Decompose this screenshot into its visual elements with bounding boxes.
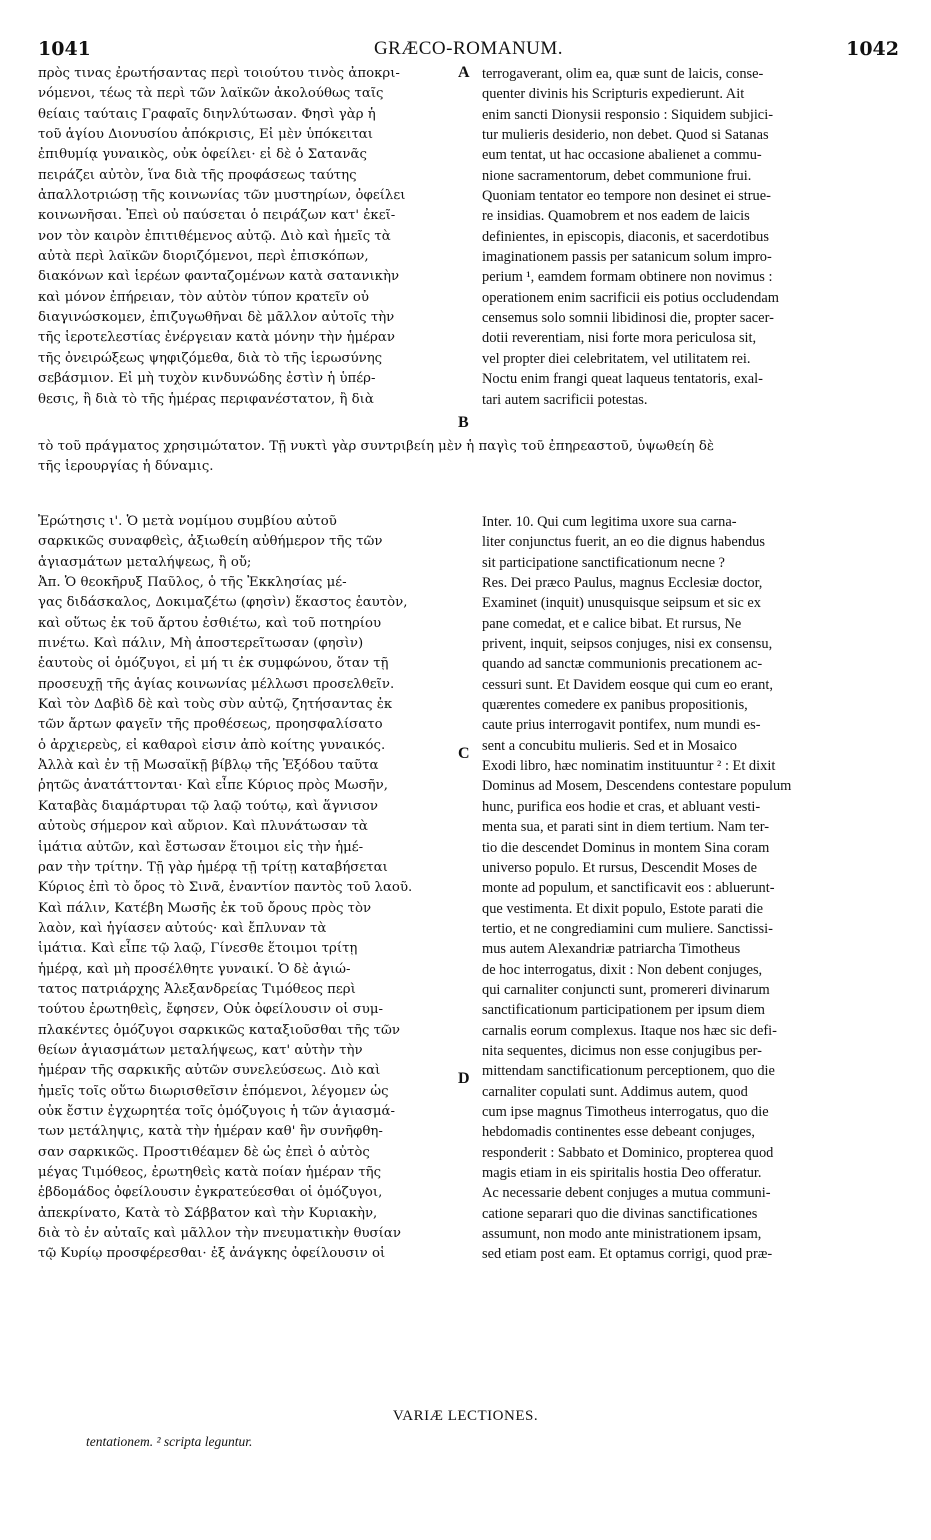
latin-text-line: tio die descendet Dominus in montem Sina coram: [482, 839, 770, 856]
latin-text-line: qui carnaliter conjuncti sunt, promereri divinarum: [482, 981, 770, 998]
latin-text-line: carnalis eorum complexus. Itaque nos hæc sic defi-: [482, 1022, 777, 1039]
latin-text-line: Examinet (inquit) unusquisque seipsum et sic ex: [482, 595, 761, 612]
latin-text-line: mus autem Alexandriæ patriarcha Timotheus: [482, 941, 741, 958]
greek-text-line: θεσις, ἢ διὰ τὸ τῆς ἡμέρας περιφανέστατον, ἢ διὰ: [38, 391, 374, 407]
latin-text-line: perium ¹, eamdem formam obtinere non novimus :: [482, 269, 773, 286]
greek-text-line: καὶ οὕτως ἐκ τοῦ ἄρτου ἐσθιέτω, καὶ τοῦ ποτηρίου: [38, 615, 382, 631]
latin-text-line: censemus solo somnii libidinosi die, propter sacer-: [482, 310, 774, 327]
latin-column-bottom: [482, 512, 902, 1265]
latin-text-line: sent a concubitu mulieris. Sed et in Mosaico: [482, 737, 737, 754]
page-header: [38, 38, 899, 64]
greek-text-line: θείαις ταύταις Γραφαῖς διηνλύτωσαν. Φησὶ γὰρ ἡ: [38, 106, 376, 122]
latin-text-line: Res. Dei præco Paulus, magnus Ecclesiæ doctor,: [482, 575, 763, 592]
greek-text-line: τῆς ἱεροτελεστίας ἐνέργειαν κατὰ μόνην τὴν ἡμέραν: [38, 330, 395, 346]
greek-text-line: διαγινώσκομεν, ἐπιζυγωθῆναι δὲ μᾶλλον αὐτοῖς τὴν: [38, 310, 395, 326]
latin-text-line: privent, inquit, seipsos conjuges, nisi ex consensu,: [482, 636, 773, 653]
greek-text-line: τοῦ ἁγίου Διονυσίου ἀπόκρισις, Εἰ μὲν ὑπόκειται: [38, 127, 373, 143]
greek-text-line: τῶν ἄρτων φαγεῖν τῆς προθέσεως, προησφαλίσατο: [38, 717, 383, 733]
latin-text-line: liter conjunctus fuerit, an eo die dignus habendus: [482, 534, 765, 551]
latin-text-line: Exodi libro, hæc nominatim instituuntur ² : Et dixit: [482, 758, 776, 775]
latin-text-line: enim sancti Dionysii responsio : Siquidem subjici-: [482, 106, 773, 123]
greek-text-line: μέγας Τιμόθεος, ἐρωτηθεὶς κατὰ ποίαν ἡμέραν τῆς: [38, 1165, 382, 1180]
greek-text-line: αὐτοὺς σήμερον καὶ αὔριον. Καὶ πλυνάτωσαν τὰ: [38, 819, 368, 835]
greek-text-line: πειράζει αὐτὸν, ἵνα διὰ τῆς προφάσεως ταύτης: [38, 167, 357, 183]
greek-text-line: κοινωνῆσαι. Ἐπεὶ οὐ παύσεται ὁ πειράζων κατ' ἐκεῖ-: [38, 208, 396, 224]
latin-text-line: caute prius interrogavit pontifex, num mundi es-: [482, 717, 761, 734]
latin-text-line: eum tentat, ut hac occasione abalienet a commu-: [482, 147, 762, 164]
latin-text-line: hebdomadis continentes esse debeant conjuges,: [482, 1124, 755, 1141]
greek-text-line: τῆς ὀνειρώξεως ψηφιζόμεθα, διὰ τὸ τῆς ἱερωσύνης: [38, 350, 383, 366]
latin-text-line: monte ad populum, et sanctificavit eos : abluerunt-: [482, 880, 775, 897]
greek-text-line: ἀπαλλοτριώσῃ τῆς κοινωνίας τῶν μυστηρίων, ὀφείλει: [38, 188, 406, 204]
greek-text-line: Καταβὰς διαμάρτυραι τῷ λαῷ τούτῳ, καὶ ἅγνισον: [38, 798, 379, 814]
greek-text-line: ἑαυτοὺς οἱ ὁμόζυγοι, εἰ μή τι ἐκ συμφώνου, ὅταν τῇ: [38, 656, 389, 672]
greek-text-line: καὶ μόνον ἐπήρειαν, τὸν αὐτὸν τύπον κρατεῖν οὐ: [38, 289, 369, 305]
greek-text-line: Ἀλλὰ καὶ ἐν τῇ Μωσαϊκῇ βίβλῳ τῆς Ἐξόδου ταῦτα: [38, 758, 379, 774]
greek-text-line: Καὶ τὸν Δαβὶδ δὲ καὶ τοὺς σὺν αὐτῷ, ζητήσαντας ἐκ: [38, 697, 393, 713]
footnote-variants: tentationem. ² scripta leguntur.: [86, 1434, 253, 1449]
latin-text-line: universo populo. Et rursus, Descendit Moses de: [482, 859, 757, 876]
greek-text-line: των μετάληψις, κατὰ τὴν ἡμέραν καθ' ἣν συνῆφθη-: [38, 1124, 383, 1140]
latin-text-line: sed etiam post eam. Et optamus corrigi, quod præ-: [482, 1246, 773, 1263]
page-number-left: 1041: [38, 38, 91, 60]
latin-text-line: pane comedat, et e calice bibat. Et rursus, Ne: [482, 615, 742, 632]
latin-text-line: cum ipse magnus Timotheus interrogatus, quo die: [482, 1103, 769, 1120]
running-title: GRÆCO-ROMANUM.: [373, 38, 564, 59]
greek-text-line: ἡμέραν τῆς σαρκικῆς αὐτῶν συνελεύσεως. Διὸ καὶ: [38, 1063, 381, 1079]
greek-text-line: ἑβδομάδος ὀφείλουσιν ἐγκρατεύεσθαι οἱ ὁμόζυγοι,: [38, 1185, 383, 1201]
greek-text-line: γας διδάσκαλος, Δοκιμαζέτω (φησὶν) ἕκαστος ἑαυτὸν,: [38, 595, 408, 611]
greek-text-line: τούτου ἐρωτηθεὶς, ἔφησεν, Οὐκ ὀφείλουσιν οἱ συμ-: [38, 1002, 383, 1018]
greek-text-line: ἡμεῖς τοῖς οὕτω διωρισθεῖσιν ἑπόμενοι, λέγομεν ὡς: [38, 1083, 389, 1099]
latin-text-line: hunc, purifica eos hodie et cras, et abluant vesti-: [482, 798, 761, 815]
greek-text-line: τῆς ἱερουργίας ἡ δύναμις.: [38, 459, 214, 475]
section-marker-c: C: [458, 745, 470, 762]
greek-text-line: ἡμέρᾳ, καὶ μὴ προσέλθητε γυναικί. Ὁ δὲ ἀγιώ-: [38, 961, 351, 977]
page-number-right: 1042: [846, 38, 899, 60]
greek-text-line: ἁγιασμάτων μεταλήψεως, ἢ οὔ;: [38, 554, 252, 570]
latin-text-line: terrogaverant, olim ea, quæ sunt de laicis, conse-: [482, 66, 764, 82]
section-marker-a: A: [458, 64, 470, 81]
greek-full-width-lines: [38, 437, 902, 478]
greek-text-line: ῥητῶς ἀνατάττονται· Καὶ εἶπε Κύριος πρὸς Μωσῆν,: [38, 778, 388, 794]
greek-text-line: νόμενοι, τέως τὰ περὶ τῶν λαϊκῶν ἀκολούθως ταῖς: [38, 86, 384, 102]
greek-text-line: πρὸς τινας ἐρωτήσαντας περὶ τοιούτου τινὸς ἀποκρι-: [38, 66, 400, 81]
greek-text-line: ἀπεκρίνατο, Κατὰ τὸ Σάββατον καὶ τὴν Κυριακὴν,: [38, 1205, 378, 1221]
greek-text-line: διὰ τὸ ἐν αὐταῖς καὶ μᾶλλον τὴν πνευματικὴν θυσίαν: [38, 1226, 401, 1242]
greek-column-top: [38, 64, 458, 410]
latin-text-line: quenter divinis his Scripturis expedierunt. Ait: [482, 86, 745, 103]
latin-text-line: tertio, et ne congrediamini cum muliere. Sanctissi-: [482, 920, 773, 937]
latin-text-line: sanctificationum participationem per ipsum diem: [482, 1002, 765, 1019]
latin-column-top: [482, 64, 902, 410]
greek-text-line: τὸ τοῦ πράγματος χρησιμώτατον. Τῇ νυκτὶ γὰρ συντριβείη μὲν ἡ παγὶς τοῦ ἐπηρεαστοῦ, ὑψωθείη δὲ: [38, 439, 714, 454]
greek-text-line: οὐκ ἔστιν ἐγχωρητέα τοῖς ὁμόζυγοις ἡ τῶν ἁγιασμά-: [38, 1103, 395, 1119]
latin-text-line: definientes, in episcopis, diaconis, et sacerdotibus: [482, 228, 769, 245]
latin-text-line: cessuri sunt. Et Davidem eosque qui cum eo erant,: [482, 676, 773, 693]
latin-text-line: responderit : Sabbato et Dominico, propterea quod: [482, 1144, 774, 1161]
latin-text-line: Noctu enim frangi queat laqueus tentatoris, exal-: [482, 371, 763, 388]
greek-text-line: αὐτὰ περὶ λαϊκῶν διοριζόμενοι, περὶ ἐπισκόπων,: [38, 249, 369, 265]
latin-text-line: imaginationem passis per satanicum solum impro-: [482, 249, 772, 266]
greek-text-line: Ἀπ. Ὁ θεοκῆρυξ Παῦλος, ὁ τῆς Ἐκκλησίας μέ-: [38, 575, 347, 591]
latin-text-line: Quoniam tentator eo tempore non desinet ei strue-: [482, 188, 771, 205]
greek-text-line: Καὶ πάλιν, Κατέβη Μωσῆς ἐκ τοῦ ὄρους πρὸς τὸν: [38, 900, 372, 916]
greek-text-line: Κύριος ἐπὶ τὸ ὄρος τὸ Σινᾶ, ἐναντίον παντὸς τοῦ λαοῦ.: [38, 880, 413, 896]
greek-text-line: ὁ ἀρχιερεὺς, εἰ καθαροὶ εἰσιν ἀπὸ κοίτης γυναικός.: [38, 737, 386, 753]
greek-text-line: σεβάσμιον. Εἰ μὴ τυχὸν κινδυνώδης ἐστὶν ἡ ὑπέρ-: [38, 371, 376, 387]
latin-text-line: tur mulieris desiderio, non debet. Quod si Satanas: [482, 127, 769, 144]
greek-text-line: ραν τὴν τρίτην. Τῇ γὰρ ἡμέρᾳ τῇ τρίτῃ καταβήσεται: [38, 859, 388, 875]
latin-text-line: catione separari quo die divinas sanctificationes: [482, 1205, 758, 1222]
greek-text-line: θείων ἁγιασμάτων μεταλήψεως, κατ' αὐτὴν τὴν: [38, 1042, 363, 1058]
greek-text-line: διακόνων καὶ ἱερέων φανταζομένων κατὰ σατανικὴν: [38, 269, 400, 285]
latin-text-line: Inter. 10. Qui cum legitima uxore sua carna-: [482, 514, 737, 530]
latin-text-line: magis etiam in eis spiritalis hostia Deo offeratur.: [482, 1165, 762, 1181]
latin-text-line: tari autem sacrificii potestas.: [482, 391, 648, 408]
greek-text-line: πλακέντες ὁμόζυγοι σαρκικῶς καταξιοῦσθαι τῆς τῶν: [38, 1022, 400, 1038]
greek-text-line: ἱμάτια. Καὶ εἶπε τῷ λαῷ, Γίνεσθε ἕτοιμοι τρίτῃ: [38, 941, 358, 957]
latin-text-line: mittendam sanctificationum perceptionem, quo die: [482, 1063, 775, 1080]
latin-text-line: de hoc interrogatus, dixit : Non debent conjuges,: [482, 961, 763, 978]
latin-text-line: quærentes comedere ex panibus propositionis,: [482, 697, 748, 714]
latin-text-line: sit participatione sanctificationum necne ?: [482, 554, 725, 571]
latin-text-line: dotii reverentiam, nisi forte mora periculosa sit,: [482, 330, 757, 347]
greek-text-line: προσευχῇ τῆς ἁγίας κοινωνίας μέλλωσι προσελθεῖν.: [38, 676, 395, 692]
latin-text-line: nione sacramentorum, debet communione frui.: [482, 167, 752, 184]
latin-text-line: nita sequentes, dicimus non esse conjugibus per-: [482, 1042, 762, 1059]
latin-text-line: operationem enim sacrificii eis potius occludendam: [482, 289, 779, 306]
latin-text-line: assumunt, non modo ante ministrationem ipsam,: [482, 1226, 762, 1243]
section-marker-b: B: [458, 414, 469, 431]
latin-text-line: menta sua, et parati sint in diem tertium. Nam ter-: [482, 819, 770, 836]
latin-text-line: re insidias. Quamobrem et nos eadem de laicis: [482, 208, 750, 225]
greek-text-line: σαν σαρκικῶς. Προστιθέαμεν δὲ ὡς ἐπεὶ ὁ αὐτὸς: [38, 1144, 370, 1160]
greek-text-line: ἱμάτια αὐτῶν, καὶ ἔστωσαν ἕτοιμοι εἰς τὴν ἡμέ-: [38, 839, 364, 855]
section-marker-d: D: [458, 1070, 470, 1087]
greek-text-line: ἐπιθυμίᾳ γυναικὸς, οὐκ ὀφείλει· εἰ δὲ ὁ Σατανᾶς: [38, 147, 367, 163]
greek-column-bottom: [38, 512, 458, 1265]
latin-text-line: que vestimenta. Et dixit populo, Estote parati die: [482, 900, 763, 917]
greek-text-line: λαὸν, καὶ ἡγίασεν αὐτούς· καὶ ἔπλυναν τὰ: [38, 920, 327, 936]
latin-text-line: carnaliter copulati sunt. Addimus autem, quod: [482, 1083, 748, 1100]
greek-text-line: σαρκικῶς συναφθεὶς, ἀξιωθείη αὐθήμερον τῆς τῶν: [38, 534, 383, 550]
latin-text-line: quando ad sanctæ communionis precationem ac-: [482, 656, 763, 673]
latin-text-line: vel propter diei celebritatem, vel utilitatem rei.: [482, 350, 751, 367]
greek-text-line: νον τὸν καιρὸν ἐπιτιθέμενος αὐτῷ. Διὸ καὶ ἡμεῖς τὰ: [38, 228, 391, 244]
variae-lectiones-heading: VARIÆ LECTIONES.: [392, 1408, 539, 1424]
greek-text-line: τατος πατριάρχης Ἀλεξανδρείας Τιμόθεος περὶ: [38, 981, 356, 997]
greek-text-line: πινέτω. Καὶ πάλιν, Μὴ ἀποστερεῖτωσαν (φησὶν): [38, 636, 364, 652]
latin-text-line: Dominus ad Mosem, Descendens contestare populum: [482, 778, 792, 795]
greek-text-line: τῷ Κυρίῳ προσφέρεσθαι· ἐξ ἀνάγκης ὀφείλουσιν οἱ: [38, 1246, 386, 1262]
greek-text-line: Ἐρώτησις ι'. Ὁ μετὰ νομίμου συμβίου αὐτοῦ: [38, 514, 337, 529]
latin-text-line: Ac necessarie debent conjuges a mutua communi-: [482, 1185, 771, 1202]
